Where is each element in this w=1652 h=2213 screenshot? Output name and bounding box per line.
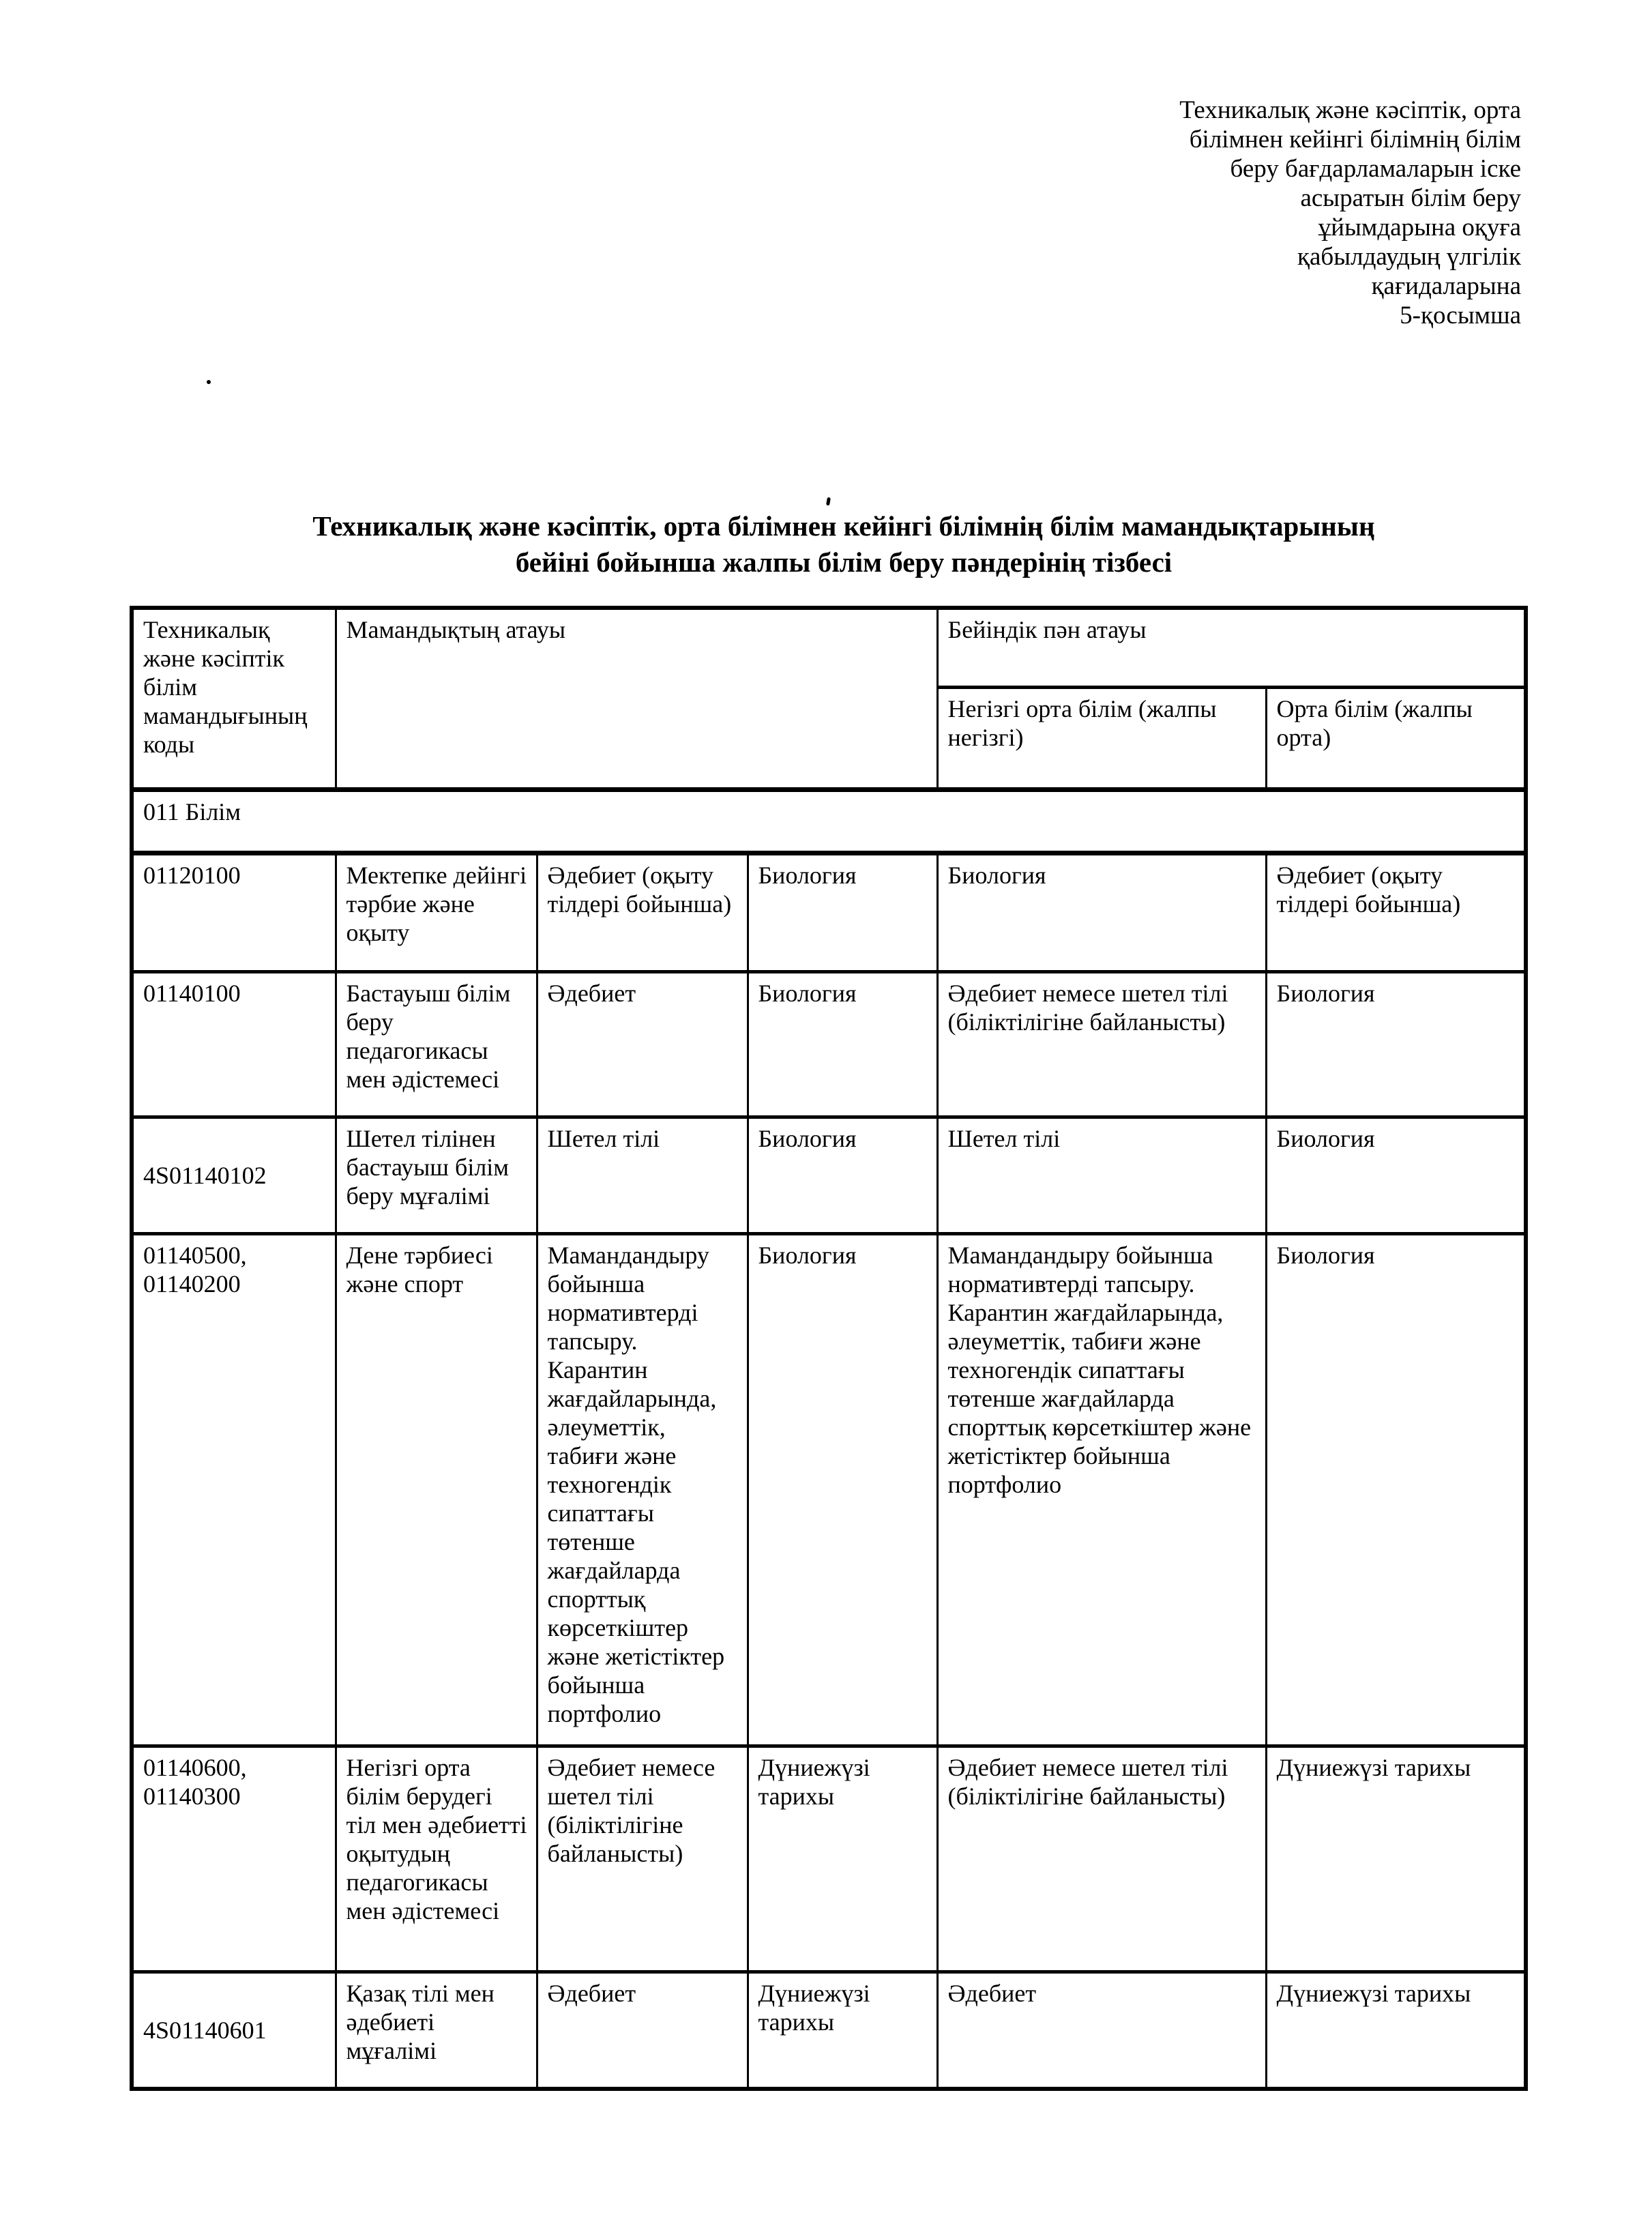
cell-subject-b: Биология xyxy=(748,1234,937,1746)
cell-basic-secondary: Биология xyxy=(937,853,1266,972)
header-general-secondary-cell: Орта білім (жалпы орта) xyxy=(1266,688,1526,790)
cell-subject-a: Мамандандыру бойынша нормативтерді тапсыру. Карантин жағдайларында, әлеуметтік, табиғи және техногендік сипаттағы төтенше жағдайларда спорттық көрсеткіштер және жетістіктер бойынша портфолио xyxy=(537,1234,748,1746)
cell-subject-a: Әдебиет (оқыту тілдері бойынша) xyxy=(537,853,748,972)
appendix-note xyxy=(1179,96,1521,330)
table-row xyxy=(132,1746,1526,1972)
header-specialty-cell: Мамандықтың атауы xyxy=(336,608,937,790)
cell-subject-a: Шетел тілі xyxy=(537,1117,748,1234)
header-code-cell: Техникалық және кәсіптік білім мамандығының коды xyxy=(132,608,336,790)
cell-specialty: Негізгі орта білім берудегі тіл мен әдебиетті оқытудың педагогикасы мен әдістемесі xyxy=(336,1746,537,1972)
scan-artifact-dot xyxy=(207,380,211,384)
appendix-line: қағидаларына xyxy=(1371,272,1521,300)
cell-subject-b: Дүниежүзі тарихы xyxy=(748,1972,937,2090)
document-title xyxy=(130,508,1524,581)
cell-subject-b: Биология xyxy=(748,972,937,1117)
table-row xyxy=(132,1972,1526,2090)
cell-code: 4S01140601 xyxy=(132,1972,336,2090)
header-profile-subject-cell: Бейіндік пән атауы xyxy=(937,608,1526,688)
cell-specialty: Қазақ тілі мен әдебиеті мұғалімі xyxy=(336,1972,537,2090)
appendix-line: ұйымдарына оқуға xyxy=(1318,214,1521,241)
header-basic-secondary-cell: Негізгі орта білім (жалпы негізгі) xyxy=(937,688,1266,790)
table-row xyxy=(132,853,1526,972)
cell-specialty: Мектепке дейінгі тәрбие және оқыту xyxy=(336,853,537,972)
appendix-line: асыратын білім беру xyxy=(1300,184,1521,212)
cell-code: 01140500, 01140200 xyxy=(132,1234,336,1746)
cell-code: 01140100 xyxy=(132,972,336,1117)
cell-basic-secondary: Мамандандыру бойынша нормативтерді тапсыру. Карантин жағдайларында, әлеуметтік, табиғи және техногендік сипаттағы төтенше жағдайларда спорттық көрсеткіштер және жетістіктер бойынша портфолио xyxy=(937,1234,1266,1746)
cell-basic-secondary: Шетел тілі xyxy=(937,1117,1266,1234)
cell-subject-b: Дүниежүзі тарихы xyxy=(748,1746,937,1972)
cell-general-secondary: Әдебиет (оқыту тілдері бойынша) xyxy=(1266,853,1526,972)
cell-code: 01120100 xyxy=(132,853,336,972)
section-label: 011 Білім xyxy=(132,790,1526,853)
document-title-line: Техникалық және кәсіптік, орта білімнен кейінгі білімнің білім мамандықтарының xyxy=(312,510,1375,542)
cell-subject-a: Әдебиет xyxy=(537,1972,748,2090)
document-title-line: бейіні бойынша жалпы білім беру пәндерінің тізбесі xyxy=(515,546,1172,578)
cell-general-secondary: Биология xyxy=(1266,1234,1526,1746)
cell-general-secondary: Дүниежүзі тарихы xyxy=(1266,1972,1526,2090)
table-row xyxy=(132,1234,1526,1746)
appendix-line: 5-қосымша xyxy=(1400,302,1521,329)
cell-general-secondary: Биология xyxy=(1266,1117,1526,1234)
cell-basic-secondary: Әдебиет xyxy=(937,1972,1266,2090)
scan-artifact-speck xyxy=(826,497,831,506)
appendix-line: Техникалық және кәсіптік, орта xyxy=(1179,96,1521,124)
cell-code: 4S01140102 xyxy=(132,1117,336,1234)
cell-specialty: Бастауыш білім беру педагогикасы мен әдістемесі xyxy=(336,972,537,1117)
appendix-line: білімнен кейінгі білімнің білім xyxy=(1189,126,1521,153)
specialties-table xyxy=(130,606,1528,2091)
cell-specialty: Дене тәрбиесі және спорт xyxy=(336,1234,537,1746)
cell-subject-b: Биология xyxy=(748,853,937,972)
cell-code: 01140600, 01140300 xyxy=(132,1746,336,1972)
table-row xyxy=(132,1117,1526,1234)
cell-subject-a: Әдебиет xyxy=(537,972,748,1117)
appendix-line: қабылдаудың үлгілік xyxy=(1297,243,1521,271)
cell-general-secondary: Дүниежүзі тарихы xyxy=(1266,1746,1526,1972)
appendix-line: беру бағдарламаларын іске xyxy=(1230,155,1521,183)
table-row xyxy=(132,972,1526,1117)
cell-basic-secondary: Әдебиет немесе шетел тілі (біліктілігіне байланысты) xyxy=(937,972,1266,1117)
cell-general-secondary: Биология xyxy=(1266,972,1526,1117)
cell-specialty: Шетел тілінен бастауыш білім беру мұғалімі xyxy=(336,1117,537,1234)
cell-subject-a: Әдебиет немесе шетел тілі (біліктілігіне байланысты) xyxy=(537,1746,748,1972)
table-header-row xyxy=(132,608,1526,688)
cell-basic-secondary: Әдебиет немесе шетел тілі (біліктілігіне байланысты) xyxy=(937,1746,1266,1972)
section-row xyxy=(132,790,1526,853)
cell-subject-b: Биология xyxy=(748,1117,937,1234)
